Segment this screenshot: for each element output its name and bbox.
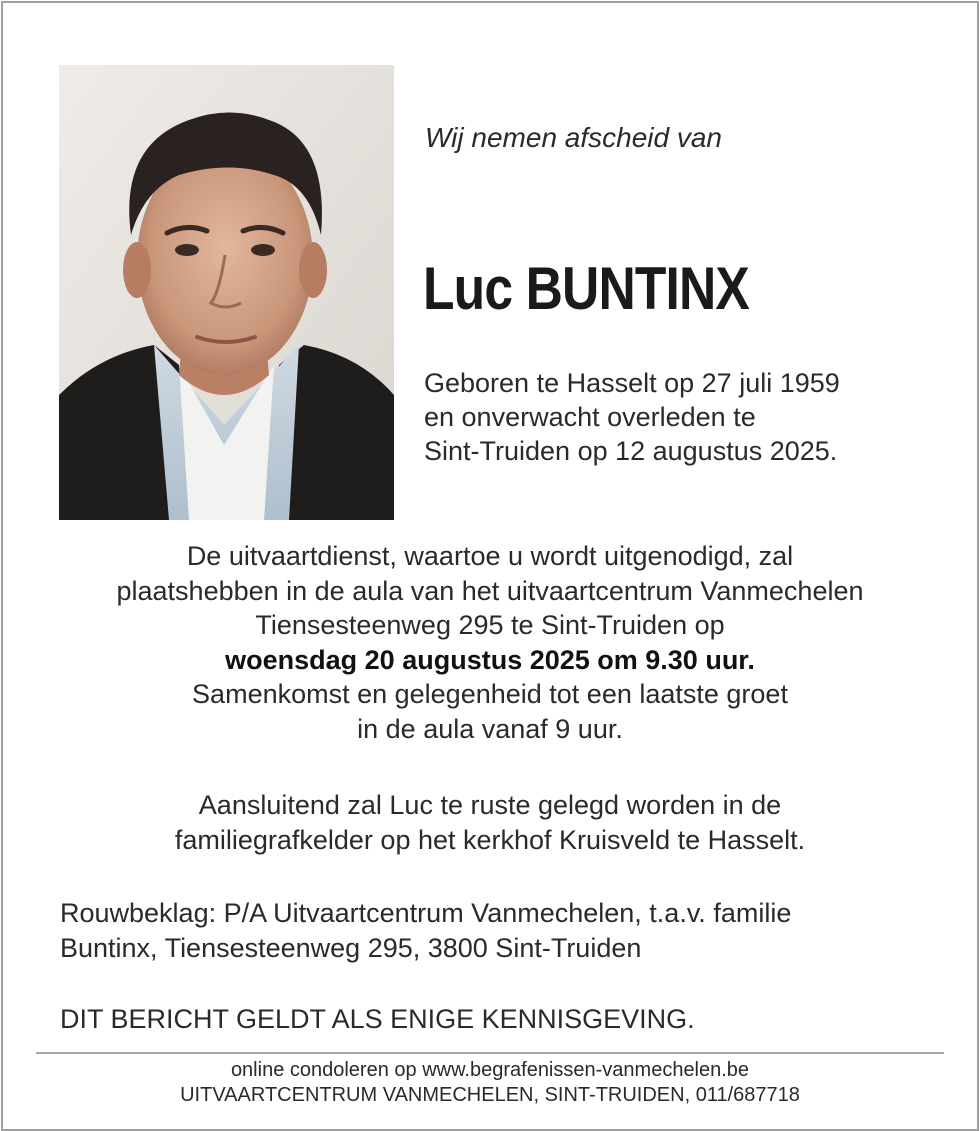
ceremony-line: De uitvaartdienst, waartoe u wordt uitgenodigd, zal (186, 541, 794, 571)
ceremony-info (40, 539, 940, 746)
ceremony-line: Samenkomst en gelegenheid tot een laatste groet (192, 679, 788, 709)
burial-line: familiegrafkelder op het kerkhof Kruisveld te Hasselt. (174, 824, 806, 855)
footer-divider (36, 1052, 944, 1054)
footer (40, 1058, 940, 1108)
burial-info (40, 788, 940, 857)
ceremony-date: woensdag 20 augustus 2025 om 9.30 uur. (225, 644, 755, 675)
portrait-photo (59, 65, 394, 520)
birth-line: en onverwacht overleden te (424, 402, 756, 432)
company-info: UITVAARTCENTRUM VANMECHELEN, SINT-TRUIDEN, 011/687718 (180, 1084, 800, 1106)
intro-text: Wij nemen afscheid van (425, 122, 723, 153)
online-condolence-link[interactable]: online condoleren op www.begrafenissen-vanmechelen.be (230, 1059, 750, 1081)
condolence-line: Buntinx, Tiensesteenweg 295, 3800 Sint-Truiden (60, 932, 642, 963)
deceased-name: Luc BUNTINX (423, 255, 749, 322)
ceremony-line: plaatshebben in de aula van het uitvaartcentrum Vanmechelen (116, 575, 864, 606)
condolence-address (60, 896, 791, 965)
ceremony-line: Tiensesteenweg 295 te Sint-Truiden op (255, 610, 725, 640)
birth-line: Sint-Truiden op 12 augustus 2025. (424, 436, 838, 466)
burial-line: Aansluitend zal Luc te ruste gelegd worden in de (198, 790, 782, 820)
birth-death-info (424, 366, 840, 468)
birth-line: Geboren te Hasselt op 27 juli 1959 (424, 368, 840, 398)
notice-text: DIT BERICHT GELDT ALS ENIGE KENNISGEVING. (60, 1004, 695, 1034)
condolence-line: Rouwbeklag: P/A Uitvaartcentrum Vanmechelen, t.a.v. familie (60, 898, 792, 928)
ceremony-line: in de aula vanaf 9 uur. (357, 713, 623, 744)
